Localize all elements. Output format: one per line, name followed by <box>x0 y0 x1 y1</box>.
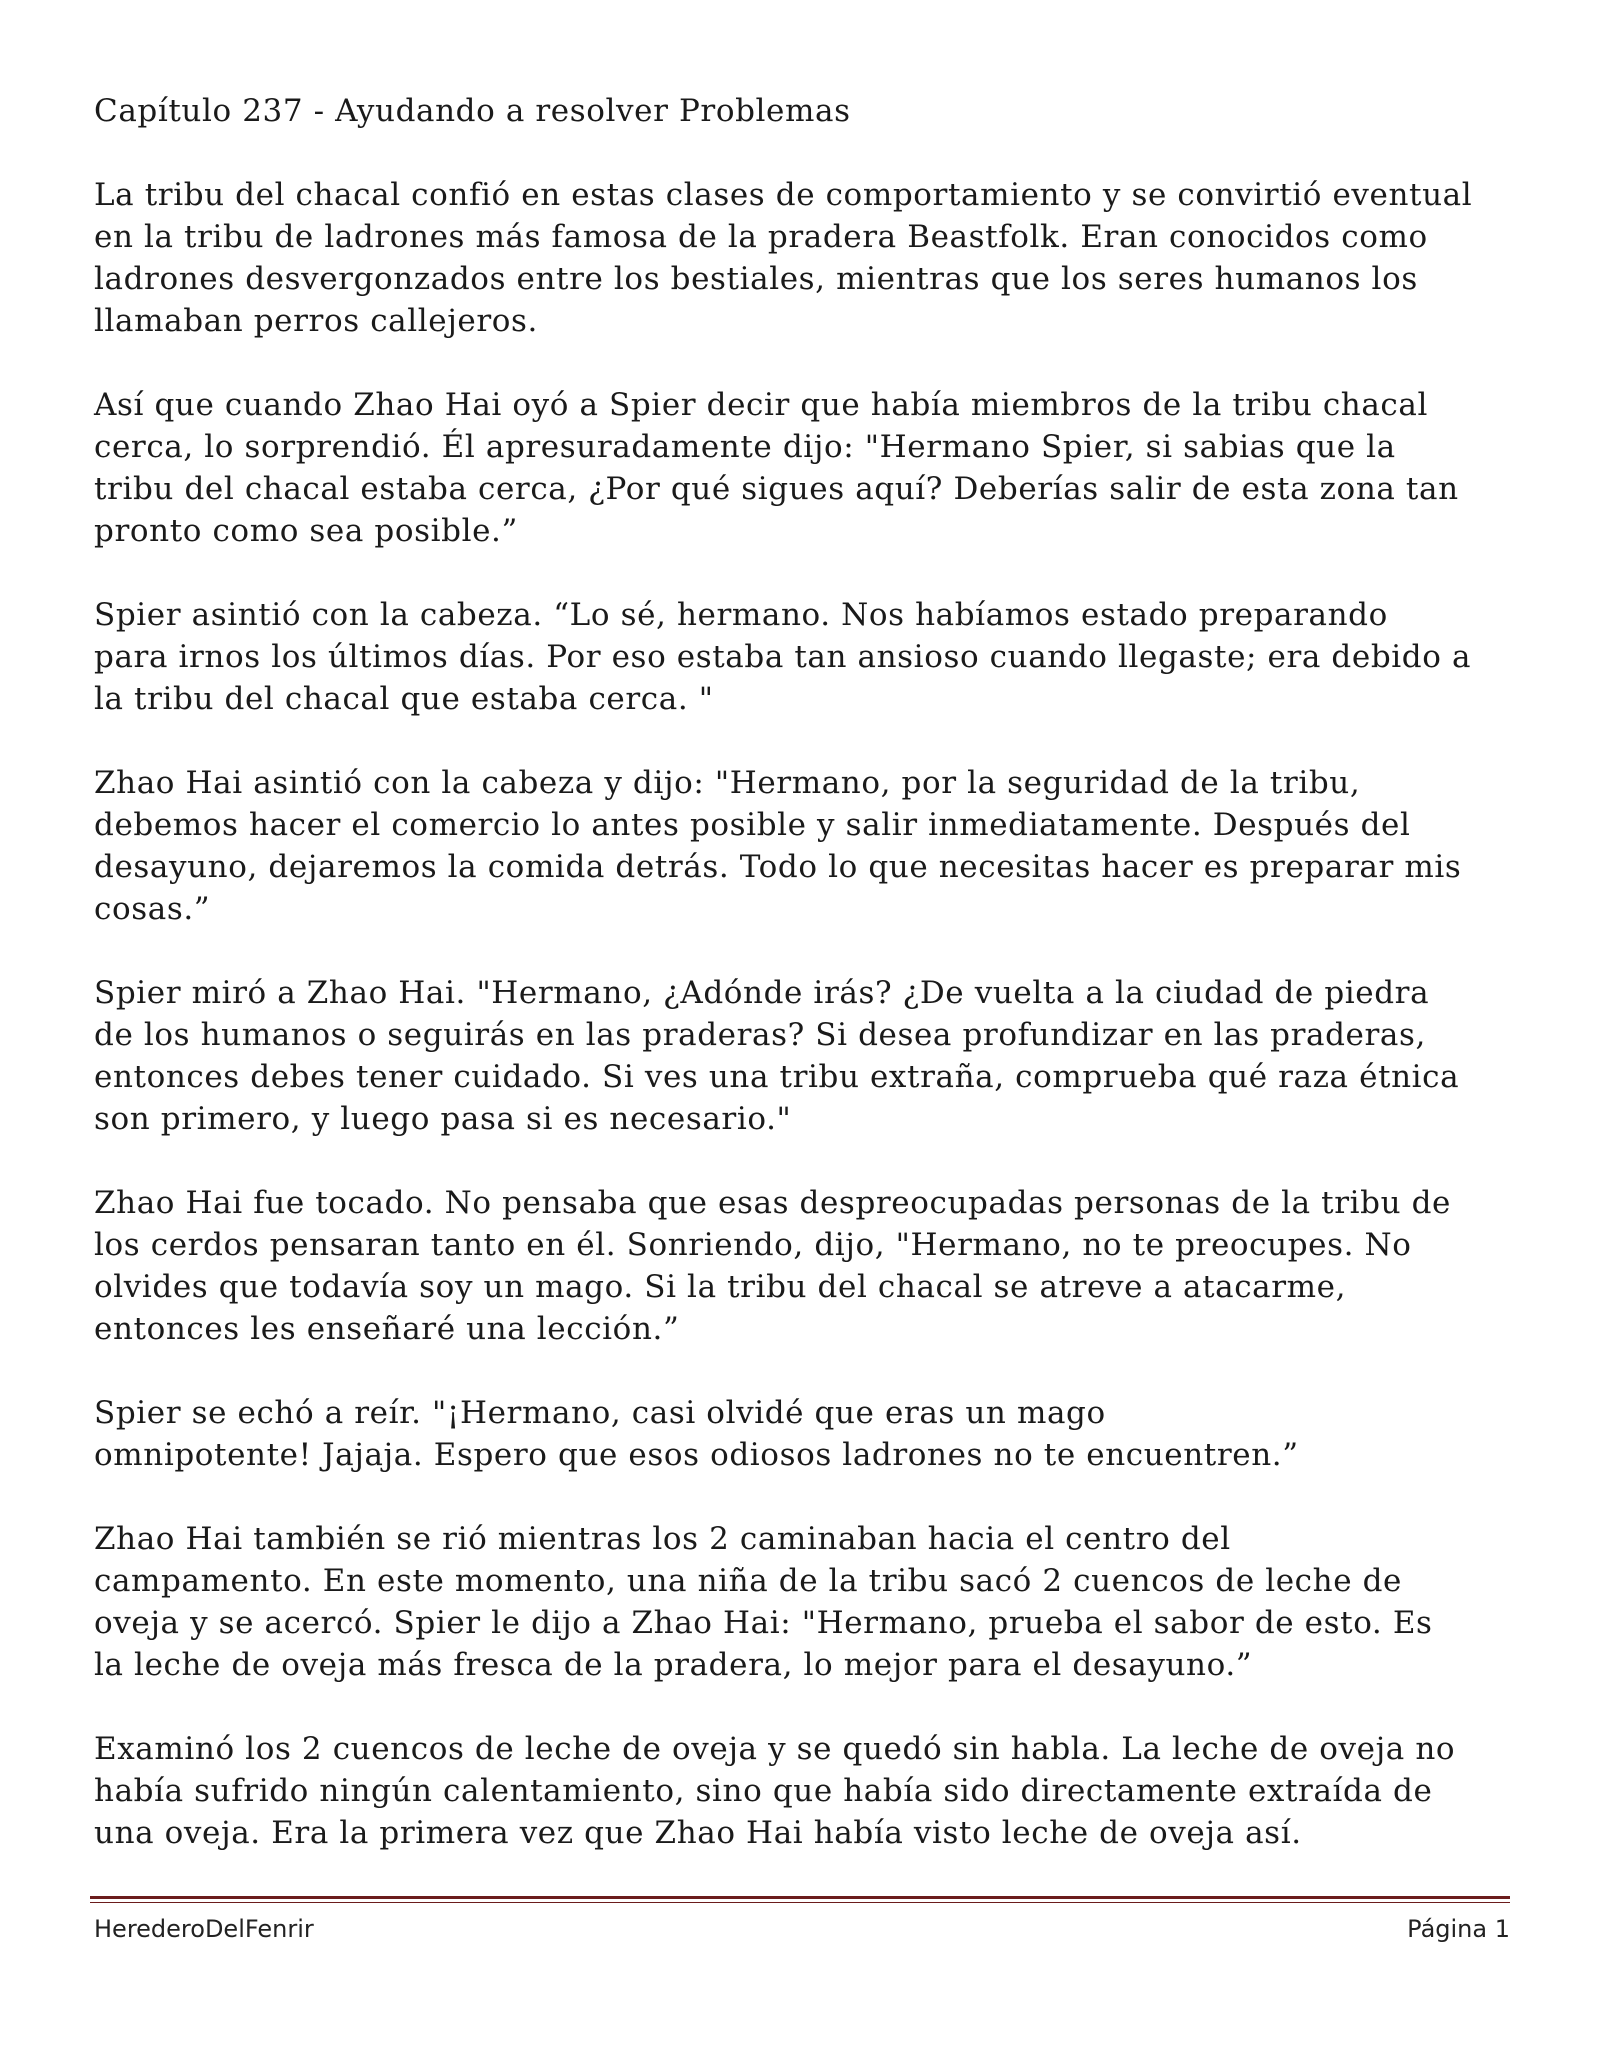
paragraph-2 <box>94 384 1514 552</box>
text-line: Zhao Hai asintió con la cabeza y dijo: "Hermano, por la seguridad de la tribu, <box>94 765 1361 801</box>
text-line: La tribu del chacal confió en estas clases de comportamiento y se convirtió eventual <box>94 177 1473 213</box>
document-body <box>94 90 1514 1896</box>
chapter-title: Capítulo 237 - Ayudando a resolver Problemas <box>94 93 851 129</box>
text-line: entonces les enseñaré una lección.” <box>94 1311 680 1347</box>
paragraph-1 <box>94 174 1514 342</box>
text-line: desayuno, dejaremos la comida detrás. Todo lo que necesitas hacer es preparar mis <box>94 849 1462 885</box>
text-line: una oveja. Era la primera vez que Zhao Hai había visto leche de oveja así. <box>94 1815 1302 1851</box>
text-line: cosas.” <box>94 891 211 927</box>
text-line: cerca, lo sorprendió. Él apresuradamente dijo: "Hermano Spier, si sabias que la <box>94 429 1396 465</box>
paragraph-4 <box>94 762 1514 930</box>
text-line: Spier asintió con la cabeza. “Lo sé, hermano. Nos habíamos estado preparando <box>94 597 1388 633</box>
text-line: había sufrido ningún calentamiento, sino que había sido directamente extraída de <box>94 1773 1433 1809</box>
text-line: entonces debes tener cuidado. Si ves una tribu extraña, comprueba qué raza étnica <box>94 1059 1460 1095</box>
text-line: la tribu del chacal que estaba cerca. " <box>94 681 714 717</box>
text-line: campamento. En este momento, una niña de la tribu sacó 2 cuencos de leche de <box>94 1563 1403 1599</box>
page-number: Página 1 <box>1407 1915 1510 1943</box>
text-line: Examinó los 2 cuencos de leche de oveja y se quedó sin habla. La leche de oveja no <box>94 1731 1456 1767</box>
text-line: ladrones desvergonzados entre los bestiales, mientras que los seres humanos los <box>94 261 1418 297</box>
paragraph-7 <box>94 1392 1514 1476</box>
paragraph-6 <box>94 1182 1514 1350</box>
text-line: los cerdos pensaran tanto en él. Sonriendo, dijo, "Hermano, no te preocupes. No <box>94 1227 1412 1263</box>
paragraph-8 <box>94 1518 1514 1686</box>
paragraph-5 <box>94 972 1514 1140</box>
text-line: oveja y se acercó. Spier le dijo a Zhao Hai: "Hermano, prueba el sabor de esto. Es <box>94 1605 1433 1641</box>
text-line: debemos hacer el comercio lo antes posible y salir inmediatamente. Después del <box>94 807 1411 843</box>
footer-divider <box>90 1896 1510 1903</box>
text-line: para irnos los últimos días. Por eso estaba tan ansioso cuando llegaste; era debido a <box>94 639 1472 675</box>
text-line: son primero, y luego pasa si es necesario." <box>94 1101 792 1137</box>
text-line: Spier miró a Zhao Hai. "Hermano, ¿Adónde irás? ¿De vuelta a la ciudad de piedra <box>94 975 1430 1011</box>
text-line: la leche de oveja más fresca de la pradera, lo mejor para el desayuno.” <box>94 1647 1253 1683</box>
text-line: en la tribu de ladrones más famosa de la pradera Beastfolk. Eran conocidos como <box>94 219 1428 255</box>
paragraph-9 <box>94 1728 1514 1854</box>
text-line: Así que cuando Zhao Hai oyó a Spier decir que había miembros de la tribu chacal <box>94 387 1428 423</box>
text-line: Zhao Hai también se rió mientras los 2 caminaban hacia el centro del <box>94 1521 1231 1557</box>
text-line: pronto como sea posible.” <box>94 513 518 549</box>
text-line: olvides que todavía soy un mago. Si la tribu del chacal se atreve a atacarme, <box>94 1269 1347 1305</box>
paragraph-3 <box>94 594 1514 720</box>
text-line: llamaban perros callejeros. <box>94 303 539 339</box>
footer-author: HerederoDelFenrir <box>94 1915 314 1943</box>
text-line: Spier se echó a reír. "¡Hermano, casi olvidé que eras un mago <box>94 1395 1106 1431</box>
text-line: de los humanos o seguirás en las praderas? Si desea profundizar en las praderas, <box>94 1017 1426 1053</box>
text-line: omnipotente! Jajaja. Espero que esos odiosos ladrones no te encuentren.” <box>94 1437 1299 1473</box>
text-line: tribu del chacal estaba cerca, ¿Por qué sigues aquí? Deberías salir de esta zona tan <box>94 471 1459 507</box>
text-line: Zhao Hai fue tocado. No pensaba que esas despreocupadas personas de la tribu de <box>94 1185 1451 1221</box>
